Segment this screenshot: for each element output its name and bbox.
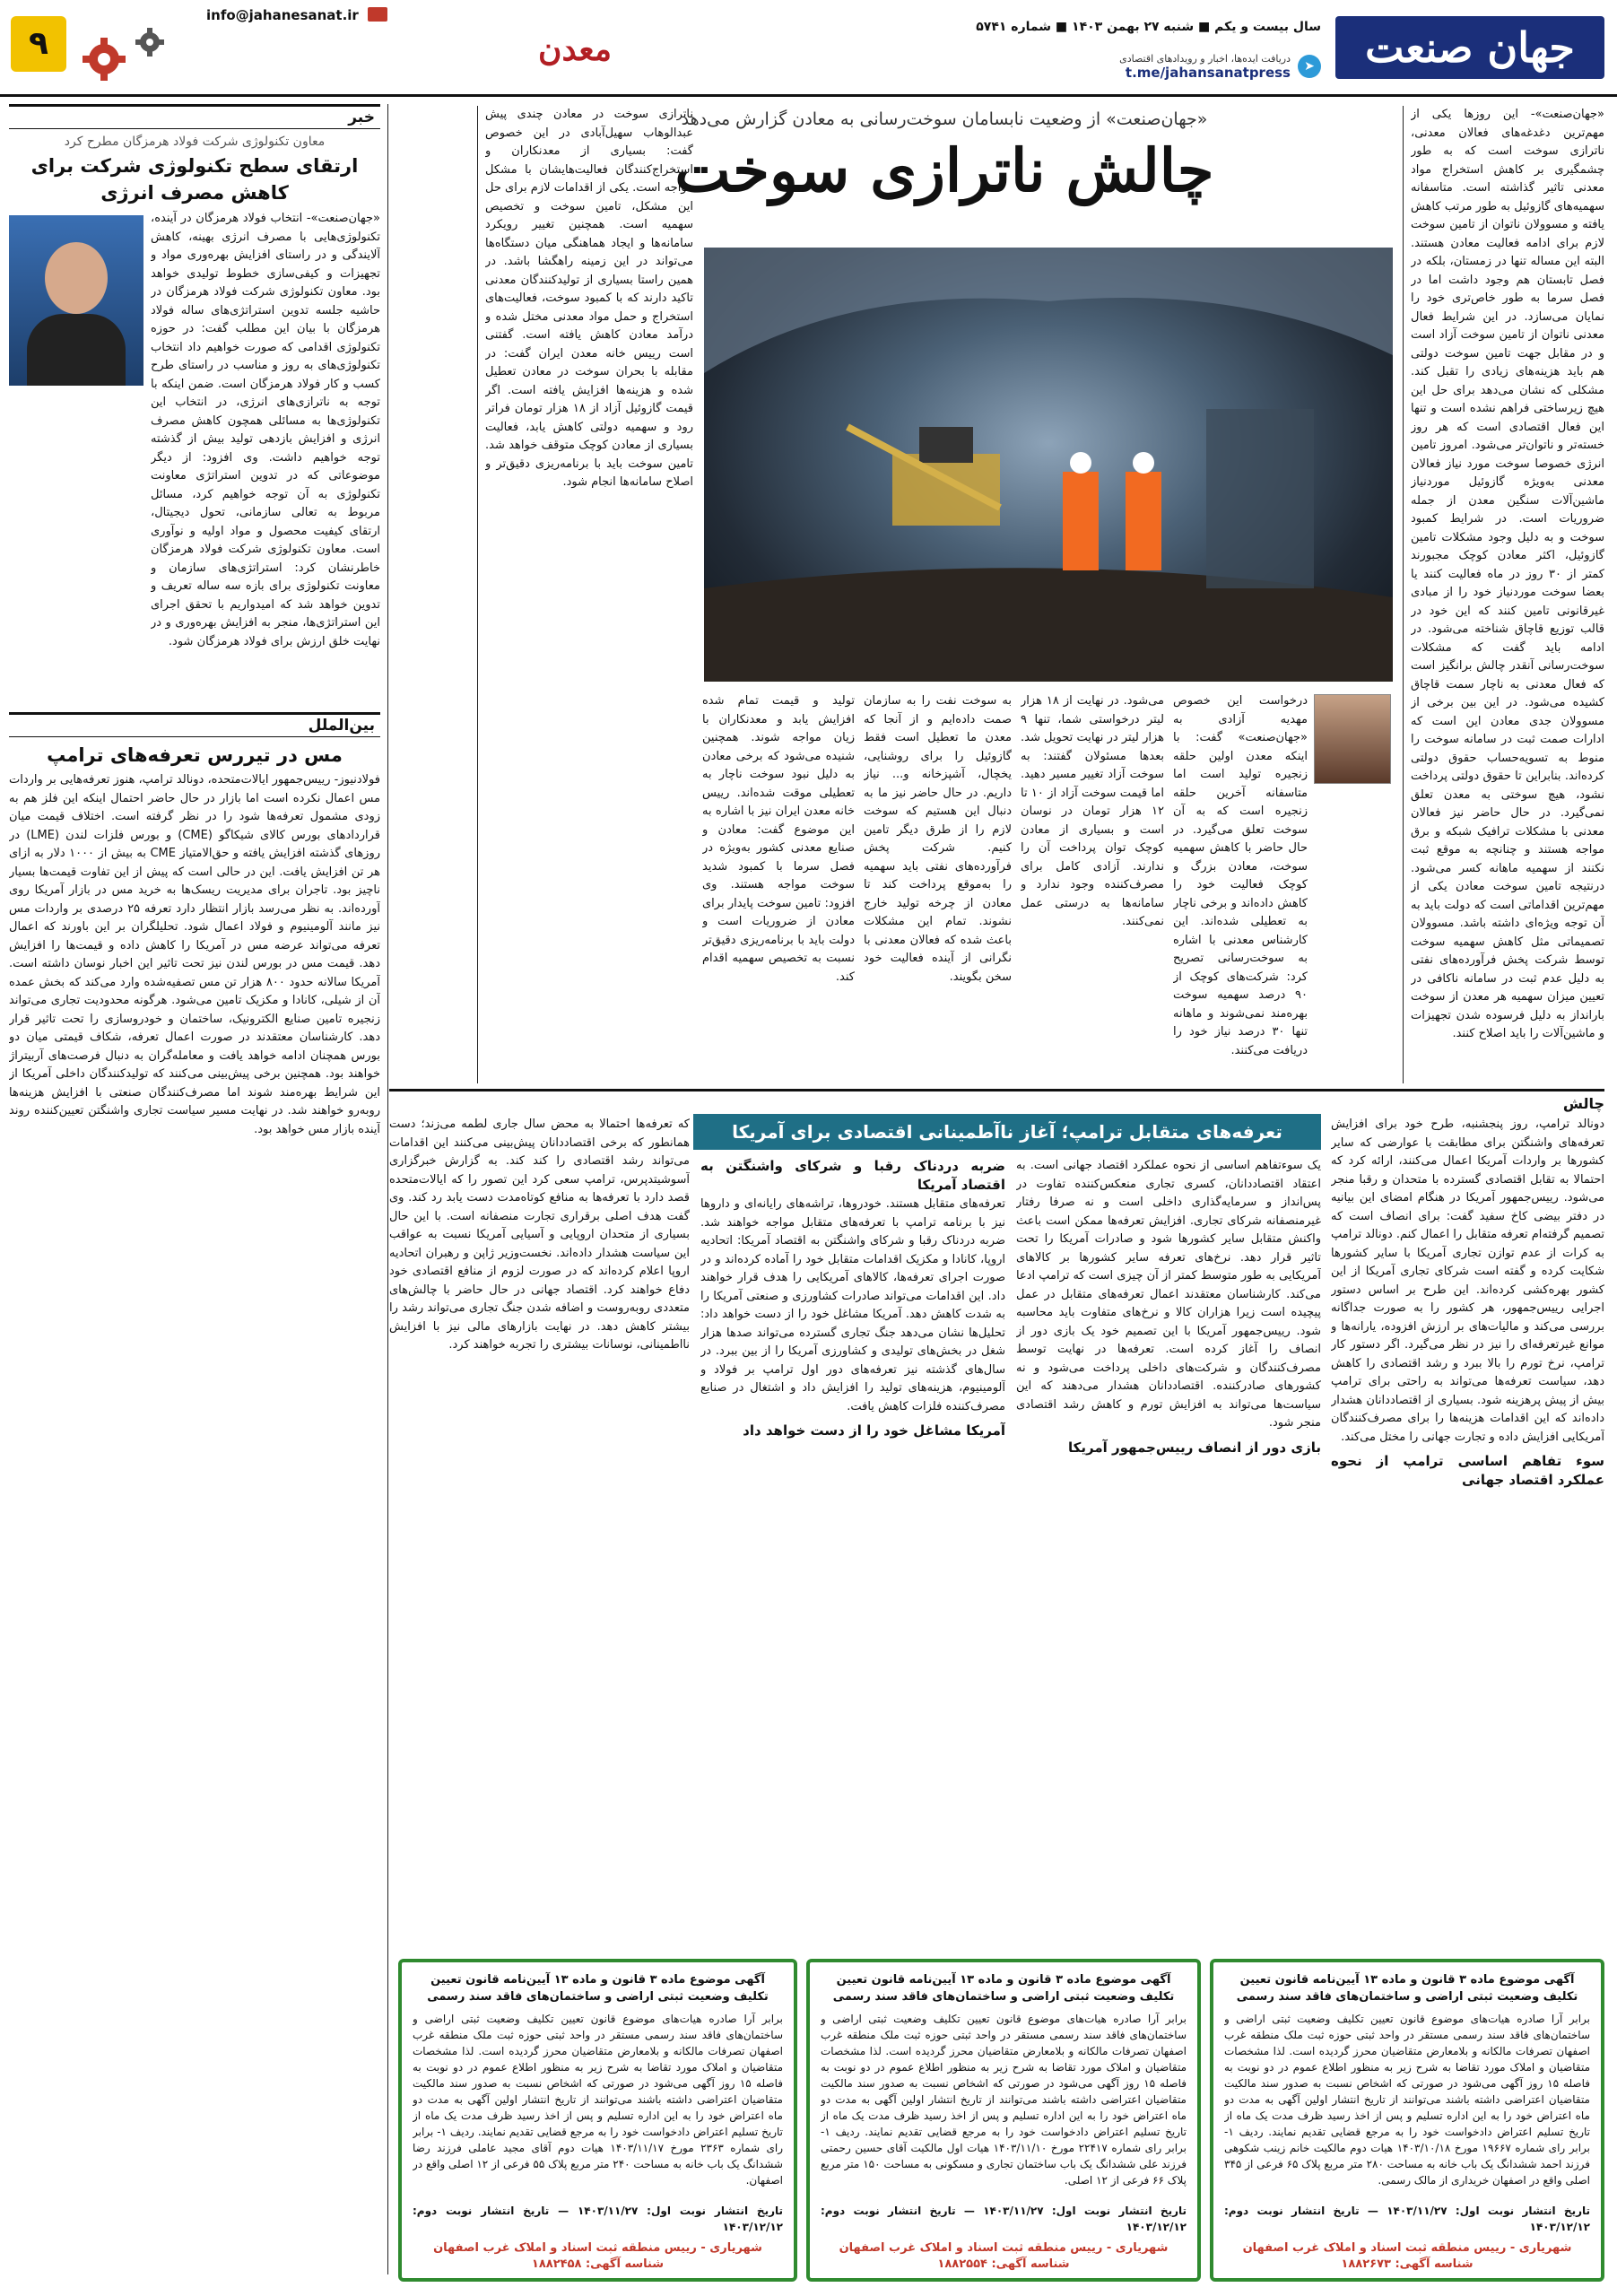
lead-col-2: [1021, 692, 1164, 1083]
intl-body: فولادنیوز- رییس‌جمهور ایالات‌متحده، دونالد ترامپ، هنوز تعرفه‌هایی بر واردات مس اعمال نکرده است اما بازار در حال حاضر احتمال اینکه این فلز هم به زودی مشمول تعرفه‌ها شود را در نظر گرفته است. اختلاف قیمت میان قراردادهای بورس کالای شیکاگو (CME) و بورس فلزات لندن (LME) در روزهای گذشته افزایش یافته و حق‌الامتیاز CME به بیش از ۱۰۰۰ دلار به ازای هر تن افزایش یافت. این در حالی است که پیش از این تفاوت قیمت‌ها بسیار ناچیز بود. تاجران برای مدیریت ریسک‌ها به خرید مس در بازار آمریکا روی آورده‌اند. به نظر می‌رسد بازار انتظار دارد تعرفه ۲۵ درصدی بر واردات مس نیز مانند آلومینیوم و فولاد اعمال شود. تحلیلگران بر این باورند که اعمال تعرفه می‌تواند عرضه مس در آمریکا را کاهش داده و قیمت‌ها را افزایش دهد. قیمت مس در بورس لندن نیز تحت تاثیر این اخبار نوسان داشته است. آمریکا سالانه حدود ۸۰۰ هزار تن مس تصفیه‌شده وارد می‌کند که بخش عمده آن از شیلی، کانادا و مکزیک تامین می‌شود. هرگونه محدودیت تجاری می‌تواند زنجیره تامین صنایع الکترونیک، ساختمان و خودروسازی را تحت تاثیر قرار دهد. کارشناسان معتقدند در صورت اعمال تعرفه، شکاف قیمتی میان دو بورس همچنان ادامه خواهد یافت و معامله‌گران به دنبال فرصت‌های آربیتراژ خواهند بود. همچنین برخی پیش‌بینی می‌کنند که تولیدکنندگان داخلی آمریکا از این شرایط بهره‌مند شوند اما مصرف‌کنندگان صنعتی با افزایش هزینه‌ها روبه‌رو خواهند شد. در نهایت مسیر سیاست تجاری واشنگتن تعیین‌کننده روند آینده بازار مس خواهد بود.: [9, 773, 380, 1136]
ad-title: آگهی موضوع ماده ۳ قانون و ماده ۱۳ آیین‌نامه قانون تعیین تکلیف وضعیت ثبتی اراضی و ساختمان‌های فاقد سند رسمی: [832, 1973, 1175, 2004]
legal-ad-2: [806, 1959, 1201, 2282]
second-col-a-text: دونالد ترامپ، روز پنجشنبه، طرح خود برای افزایش تعرفه‌های واشنگتن برای مطابقت با عوارضی که سایر کشورها بر واردات آمریکا اعمال می‌کنند، ارائه کرد که احتمالا به تقابل اقتصادی گسترده با متحدان و رقبا منجر می‌شود. رییس‌جمهور آمریکا در هنگام امضای این بیانیه در دفتر بیضی کاخ سفید گفت: برای انصاف است که تصمیم گرفته‌ام تعرفه متقابل را اعمال کنم. دونالد ترامپ به کرات از عدم توازن تجاری آمریکا با سایر کشورها شکایت کرده و گفته است شرکای تجاری آمریکا از این کشور بهره‌کشی کرده‌اند. این طرح بر اساس دستور اجرایی رییس‌جمهور، هر کشور را به صورت جداگانه بررسی می‌کند و مالیات‌های بر ارزش افزوده، یارانه‌ها و موانع غیرتعرفه‌ای را نیز در نظر می‌گیرد. اگر دستور کار ترامپ، نرخ تورم را بالا ببرد و رشد اقتصادی را کاهش دهد، سیاست تعرفه‌ها می‌تواند به راحتی برای ترامپ بیش از پیش پرهزینه شود. بسیاری از اقتصاددانان هشدار داده‌اند که این اقدامات هزینه‌ها را برای مصرف‌کنندگان آمریکایی افزایش داده و تجارت جهانی را مختل می‌کند.: [1331, 1118, 1604, 1444]
telegram-link[interactable]: t.me/jahansanatpress: [1125, 64, 1291, 81]
second-col-b-text: یک سوء‌تفاهم اساسی از نحوه عملکرد اقتصاد جهانی است. به اعتقاد اقتصاددانان، کسری تجاری منعکس‌کننده تفاوت در پس‌انداز و سرمایه‌گذاری داخلی است و نه صرفا رفتار غیرمنصفانه شرکای تجاری. افزایش تعرفه‌ها ممکن است باعث واکنش متقابل سایر کشورها شود و صادرات آمریکا را تحت تاثیر قرار دهد. نرخ‌های تعرفه سایر کشورها بر کالاهای آمریکایی به طور متوسط کمتر از آن چیزی است که ترامپ ادعا می‌کند. کارشناسان معتقدند اعمال تعرفه‌های متقابل در عمل پیچیده است زیرا هزاران کالا و نرخ‌های متفاوت باید محاسبه شود. رییس‌جمهور آمریکا با این تصمیم خود یک بازی دور از انصاف را آغاز کرده است. تعرفه‌ها در نهایت توسط مصرف‌کنندگان و شرکت‌های داخلی پرداخت می‌شود و نه کشورهای صادرکننده. اقتصاددانان هشدار می‌دهند که این سیاست‌ها می‌تواند به افزایش تورم و کاهش رشد اقتصادی منجر شود.: [1016, 1159, 1321, 1430]
second-sub3: ضربه دردناک رقبا و شرکای واشنگتن به اقتصاد آمریکا: [700, 1158, 1005, 1193]
ad-title: آگهی موضوع ماده ۳ قانون و ماده ۱۳ آیین‌نامه قانون تعیین تکلیف وضعیت ثبتی اراضی و ساختمان‌های فاقد سند رسمی: [427, 1973, 769, 2004]
ad-sign: شهریاری - رییس منطقه ثبت اسناد و املاک غرب اصفهان: [433, 2241, 762, 2255]
second-sub4: آمریکا مشاغل خود را از دست خواهد داد: [743, 1422, 1005, 1439]
khabar-title: ارتقای سطح تکنولوژی شرکت برای کاهش مصرف انرژی: [30, 155, 359, 204]
second-sub1: سوء تفاهم اساسی ترامپ از نحوه عملکرد اقتصاد جهانی: [1331, 1453, 1604, 1488]
lead-col-1-text: درخواست این خصوص مهدیه آزادی به «جهان‌صنعت» گفت: با اینکه معدن اولین حلقه زنجیره تولید است اما متاسفانه آخرین حلقه زنجیره است که به آن سوخت تعلق می‌گیرد. در حال حاضر با کاهش سهمیه سوخت، معادن بزرگ و کوچک فعالیت خود را کاهش داده‌اند و برخی ناچار به تعطیلی شده‌اند. این کارشناس معدنی با اشاره به سوخت‌رسانی تصریح کرد: شرکت‌های کوچک از ۹۰ درصد سهمیه سوخت بهره‌مند نمی‌شوند و ماهانه تنها ۳۰ درصد نیاز خود را دریافت می‌کنند.: [1173, 694, 1308, 1057]
legal-ad-1: [1210, 1959, 1604, 2282]
ad-title: آگهی موضوع ماده ۳ قانون و ماده ۱۳ آیین‌نامه قانون تعیین تکلیف وضعیت ثبتی اراضی و ساختمان‌های فاقد سند رسمی: [1236, 1973, 1578, 2004]
second-col-d: [389, 1116, 690, 1950]
lead-col-3-text: به سوخت نفت را به سازمان صمت داده‌ایم و از آنجا که معدن ما تعطیل است فقط گازوئیل را برای روشنایی، یخچال، آشپزخانه و... نیاز داریم. در حال حاضر نیز ما به دنبال این هستیم که سوخت لازم را از طرق دیگر تامین کنیم. شرکت پخش فرآورده‌های نفتی باید سهمیه را به‌موقع پرداخت کند تا معادن از چرخه تولید خارج نشوند. تمام این مشکلات باعث شده که فعالان معدنی با نگرانی از آینده فعالیت خود سخن بگویند.: [864, 694, 1012, 984]
mail-icon: [368, 7, 387, 22]
lead-column-right: [1411, 106, 1604, 1083]
second-section-bar: [389, 1089, 1604, 1116]
issue-line: سال بیست و یکم ■ شنبه ۲۷ بهمن ۱۴۰۳ ■ شماره ۵۷۴۱: [976, 20, 1321, 34]
legal-ad-3: [398, 1959, 797, 2282]
lead-col-4-text: تولید و قیمت تمام شده افزایش یابد و معدنکاران با زیان مواجه شوند. همچنین شنیده می‌شود که برخی معادن به دلیل نبود سوخت ناچار به تعطیلی موقت شده‌اند. رییس خانه معدن ایران نیز با اشاره به این موضوع گفت: معادن و صنایع معدنی کشور به‌ویژه در فصل سرما با کمبود شدید سوخت مواجه هستند. وی افزود: تامین سوخت پایدار برای معادن از ضروریات است و دولت باید با برنامه‌ریزی دقیق‌تر نسبت به تخصیص سهمیه اقدام کند.: [702, 694, 855, 984]
second-col-c-text: تعرفه‌های متقابل هستند. خودروها، تراشه‌های رایانه‌ای و داروها نیز با برنامه ترامپ با تعرفه‌های متقابل مواجه خواهند شد. ضربه دردناک رقبا و شرکای واشنگتن به اقتصاد آمریکا: اتحادیه اروپا، کانادا و مکزیک اقدامات متقابل خود را آماده کرده‌اند و در صورت اجرای تعرفه‌ها، کالاهای آمریکایی را هدف قرار خواهند داد. این اقدامات می‌تواند صادرات کشاورزی و صنعتی آمریکا را به شدت کاهش دهد. آمریکا مشاغل خود را از دست خواهد داد: تحلیل‌ها نشان می‌دهد جنگ تجاری گسترده می‌تواند صدها هزار شغل در بخش‌های تولیدی و کشاورزی آمریکا را از بین ببرد. در سال‌های گذشته نیز تعرفه‌های دور اول ترامپ بر فولاد و آلومینیوم، هزینه‌های تولید را افزایش داد و اشتغال در صنایع مصرف‌کننده فلزات کاهش یافت.: [700, 1197, 1005, 1413]
lead-kicker: «جهان‌صنعت» از وضعیت نابسامان سوخت‌رسانی به معادن گزارش می‌دهد: [681, 109, 1208, 129]
ad-body: برابر آرا صادره هیات‌های موضوع قانون تعیین تکلیف وضعیت ثبتی اراضی و ساختمان‌های فاقد سند رسمی مستقر در واحد ثبتی حوزه ثبت ملک منطقه غرب اصفهان تصرفات مالکانه و بلامعارض متقاضیان محرز گردیده است. لذا مشخصات متقاضیان و املاک مورد تقاضا به شرح زیر به منظور اطلاع عموم در دو نوبت به فاصله ۱۵ روز آگهی می‌شود در صورتی که اشخاص نسبت به صدور سند مالکیت متقاضیان اعتراضی داشته باشند می‌توانند از تاریخ انتشار اولین آگهی به مدت دو ماه اعتراض خود را به این اداره تسلیم و پس از اخذ رسید ظرف مدت یک ماه از تاریخ تسلیم اعتراض دادخواست خود را به مرجع قضایی تقدیم نمایند. ردیف ۱- برابر رای شماره ۱۹۶۶۷ مورخ ۱۴۰۳/۱۰/۱۸ هیات دوم مالکیت خانم زینب شکوهی فرزند احمد ششدانگ یک باب خانه به مساحت ۲۸۰ متر مربع پلاک ۶۵ فرعی از ۳۴۵ اصلی واقع در اصفهان خریداری از مالک رسمی.: [1224, 2013, 1590, 2187]
ad-sign: شهریاری - رییس منطقه ثبت اسناد و املاک غرب اصفهان: [1242, 2241, 1572, 2255]
ad-code: شناسه آگهی: ۱۸۸۲۵۵۴: [937, 2257, 1070, 2271]
ad-body: برابر آرا صادره هیات‌های موضوع قانون تعیین تکلیف وضعیت ثبتی اراضی و ساختمان‌های فاقد سند رسمی مستقر در واحد ثبتی حوزه ثبت ملک منطقه غرب اصفهان تصرفات مالکانه و بلامعارض متقاضیان محرز گردیده است. لذا مشخصات متقاضیان و املاک مورد تقاضا به شرح زیر به منظور اطلاع عموم در دو نوبت به فاصله ۱۵ روز آگهی می‌شود در صورتی که اشخاص نسبت به صدور سند مالکیت متقاضیان اعتراضی داشته باشند می‌توانند از تاریخ انتشار اولین آگهی به مدت دو ماه اعتراض خود را به این اداره تسلیم و پس از اخذ رسید ظرف مدت یک ماه از تاریخ تسلیم اعتراض دادخواست خود را به مرجع قضایی تقدیم نمایند. ردیف ۱- برابر رای شماره ۲۳۶۳ مورخ ۱۴۰۳/۱۱/۱۷ هیات دوم آقای مجید عاملی فرزند رضا ششدانگ یک باب خانه به مساحت ۲۴۰ متر مربع پلاک ۵۵ فرعی از ۱۲ اصلی واقع در اصفهان.: [413, 2013, 783, 2187]
second-col-a: [1331, 1116, 1604, 1950]
sidebar: [9, 104, 380, 2274]
lead-col-2-text: می‌شود. در نهایت از ۱۸ هزار لیتر درخواستی شما، تنها ۹ هزار لیتر در نهایت تحویل شد. بعدها مسئولان گفتند: به سوخت آزاد تغییر مسیر دهید. اما قیمت سوخت آزاد از ۱۰ تا ۱۲ هزار تومان در نوسان است و بسیاری از معادن کوچک توان پرداخت آن را ندارند. آزادی کامل برای مصرف‌کننده وجود ندارد و سامانه‌ها به درستی عمل نمی‌کنند.: [1021, 694, 1164, 928]
photo-left-text: ناترازی سوخت در معادن چندی پیش عبدالوهاب سهیل‌آبادی در این خصوص گفت: بسیاری از معدنکاران و استخراج‌کنندگان فعالیت‌هایشان با مشکل مواجه است. یکی از اقدامات لازم برای حل این مشکل، تامین سوخت و تخصیص سهمیه است. همچنین تغییر رویکرد سامانه‌ها و ایجاد هماهنگی میان دستگاه‌ها می‌تواند در این زمینه راهگشا باشد. در همین راستا بسیاری از تولیدکنندگان معدنی تاکید دارند که با کمبود سوخت، فعالیت‌های استخراج و حمل مواد معدنی مختل شده و درآمد معادن کاهش یافته است. گفتنی است رییس خانه معدن ایران گفت: در مقابله با بحران سوخت در معادن تعطیل شده و هزینه‌ها افزایش یافته است. اگر قیمت گازوئیل آزاد از ۱۸ هزار تومان فراتر رود و سهمیه دولتی کاهش یابد، فعالیت بسیاری از معادن کوچک متوقف خواهد شد. تامین سوخت باید با برنامه‌ریزی دقیق‌تر و اصلاح سامانه‌ها انجام شود.: [485, 108, 693, 489]
ad-dates: تاریخ انتشار نوبت اول: ۱۴۰۳/۱۱/۲۷ — تاریخ انتشار نوبت دوم: ۱۴۰۳/۱۲/۱۲: [821, 2205, 1187, 2233]
gear-icon-small: [135, 27, 165, 57]
column-divider: [387, 104, 388, 2274]
masthead: [0, 0, 1617, 97]
second-col-d-text: که تعرفه‌ها احتمالا به محض سال جاری لطمه می‌زند؛ دست همانطور که برخی اقتصاددانان پیش‌بینی می‌کنند این اقدامات می‌تواند رشد اقتصادی را کند کند. به گزارش خبرگزاری آسوشیتدپرس، ترامپ سعی کرد این تصور را که ایالات‌متحده قصد دارد با تعرفه‌ها به منافع کوتاه‌مدت دست یابد رد کند. وی گفت هدف اصلی برقراری تجارت منصفانه است. با این حال بسیاری از متحدان اروپایی و آسیایی آمریکا نسبت به عواقب این سیاست هشدار داده‌اند. نخست‌وزیر ژاپن و رهبران اتحادیه اروپا اعلام کرده‌اند که در صورت لزوم از منافع اقتصادی خود دفاع خواهند کرد. اقتصاد جهانی در حال حاضر با چالش‌های متعددی روبه‌روست و اضافه شدن جنگ تجاری می‌تواند رشد را بیشتر کاهش دهد. در نهایت بازارهای مالی نیز با افزایش نااطمینانی، نوسانات بیشتری را تجربه خواهند کرد.: [389, 1118, 690, 1352]
khabar-photo: [9, 215, 143, 386]
telegram-caption: دریافت ایده‌ها، اخبار و رویدادهای اقتصادی: [1119, 52, 1291, 65]
lead-col-3: [864, 692, 1012, 1083]
lead-col-4: [702, 692, 855, 1083]
intl-header: [9, 712, 380, 737]
ad-code: شناسه آگهی: ۱۸۸۲۴۵۸: [531, 2257, 665, 2271]
telegram-icon: ➤: [1298, 55, 1321, 78]
author-photo: [1314, 694, 1391, 784]
ad-body: برابر آرا صادره هیات‌های موضوع قانون تعیین تکلیف وضعیت ثبتی اراضی و ساختمان‌های فاقد سند رسمی مستقر در واحد ثبتی حوزه ثبت ملک منطقه غرب اصفهان تصرفات مالکانه و بلامعارض متقاضیان محرز گردیده است. لذا مشخصات متقاضیان و املاک مورد تقاضا به شرح زیر به منظور اطلاع عموم در دو نوبت به فاصله ۱۵ روز آگهی می‌شود در صورتی که اشخاص نسبت به صدور سند مالکیت متقاضیان اعتراضی داشته باشند می‌توانند از تاریخ انتشار اولین آگهی به مدت دو ماه اعتراض خود را به این اداره تسلیم و پس از اخذ رسید ظرف مدت یک ماه از تاریخ تسلیم اعتراض دادخواست خود را به مرجع قضایی تقدیم نمایند. ردیف ۱- برابر رای شماره ۲۲۴۱۷ مورخ ۱۴۰۳/۱۱/۱۰ هیات اول مالکیت آقای حسین رحمتی فرزند علی ششدانگ یک باب ساختمان تجاری و مسکونی به مساحت ۱۵۰ متر مربع پلاک ۶۶ فرعی از ۱۲ اصلی.: [821, 2013, 1187, 2187]
ad-code: شناسه آگهی: ۱۸۸۲۶۷۳: [1341, 2257, 1474, 2271]
second-sub2: بازی دور از انصاف رییس‌جمهور آمریکا: [1068, 1439, 1321, 1456]
column-divider: [477, 106, 478, 1083]
ad-dates: تاریخ انتشار نوبت اول: ۱۴۰۳/۱۱/۲۷ — تاریخ انتشار نوبت دوم: ۱۴۰۳/۱۲/۱۲: [413, 2205, 783, 2233]
intl-label: بین‌الملل: [308, 717, 375, 735]
intl-title: مس در تیررس تعرفه‌های ترامپ: [47, 744, 343, 766]
telegram-block[interactable]: [1034, 48, 1321, 84]
page-number: ۹: [11, 16, 66, 72]
mining-photo: [704, 248, 1393, 682]
second-title: تعرفه‌های متقابل ترامپ؛ آغاز ناآطمینانی اقتصادی برای آمریکا: [693, 1114, 1321, 1150]
khabar-header: [9, 104, 380, 129]
lead-col-right-text: «جهان‌صنعت»- این روزها یکی از مهم‌ترین دغدغه‌های فعالان معدنی، ناترازی سوخت است که به طور چشمگیری بر کاهش استخراج مواد معدنی تاثیر گذاشته است. متاسفانه سهمیه‌های گازوئیل به طور مرتب کاهش یافته و مسوولان ناتوان از تامین سوخت لازم برای ادامه فعالیت معادن هستند. البته این مساله تنها در زمستان، بلکه در فصل تابستان هم وجود داشت اما در فصل سرما به طور خاص‌تری خود را نمایان می‌سازد. در این شرایط فعال معدنی ناتوان از تامین سوخت آزاد است و در مقابل جهت تامین سوخت دولتی هم باید هزینه‌های زیادی را تقبل کند. مشکلی که نشان می‌دهد برای حل این هیچ زیرساختی فراهم نشده است و تنها این فعال اقتصادی است که هر روز خسته‌تر و ناتوان‌تر می‌شود. امروز تامین انرژی خصوصا سوخت مورد نیاز فعالان معدنی به‌ویژه گازوئیل موردنیاز ماشین‌آلات سنگین معدن از جمله ضروریات است. در شرایط کمبود سوخت و به دلیل وجود مشکلات تامین گازوئیل، اکثر معادن کوچک مجبورند کمتر از ۳۰ روز در ماه فعالیت کنند یا بعضا سوخت موردنیاز خود را از مبادی غیرقانونی تامین کنند که این خود در قالب توزیع قاچاق شناخته می‌شود. در ادامه باید گفت که مشکلات سوخت‌رسانی آنقدر چالش برانگیز است که فعال معدنی به ناچار سمت قاچاق کشیده می‌شود. در این بین برخی از مسوولان جدی معادن این است که ادارات صمت ثبت در سامانه سوخت را منوط به تسویه‌حساب حقوق دولتی کرده‌اند. بنابراین تا حقوق دولتی پرداخت نشود، هیچ سوختی به معدن تعلق نمی‌گیرد. در حال حاضر نیز فعالان معدنی با مشکلات ترافیک شبکه و برق مواجه هستند و چنانچه به موقع ثبت نکنند از سهمیه ماهانه کسر می‌شود. درنتیجه تامین سوخت معادن یکی از مهم‌ترین اقداماتی است که دولت باید به آن توجه ویژه‌ای داشته باشد. مسوولان تصمیماتی مثل کاهش سهمیه سوخت توسط شرکت پخش فرآورده‌های نفتی به دلیل عدم ثبت در سامانه ناکافی در تعیین میزان سهمیه هر معدن از سوخت بارانداز به دلیل فرسوده شدن تجهیزات و ماشین‌آلات را باید اصلاح کنند.: [1411, 108, 1604, 1040]
ad-dates: تاریخ انتشار نوبت اول: ۱۴۰۳/۱۱/۲۷ — تاریخ انتشار نوبت دوم: ۱۴۰۳/۱۲/۱۲: [1224, 2205, 1590, 2233]
second-col-c: [700, 1157, 1005, 1950]
email[interactable]: info@jahanesanat.ir: [206, 7, 359, 23]
khabar-body: «جهان‌صنعت»- انتخاب فولاد هرمزگان در آینده، تکنولوژی‌هایی با مصرف انرژی بهینه، کاهش آلایندگی و در راستای افزایش بهره‌وری مواد و تجهیزات و کیفی‌سازی خطوط تولیدی خواهد بود. معاون تکنولوژی شرکت فولاد هرمزگان در حاشیه جلسه تدوین استراتژی‌های ساله فولاد هرمزگان با بیان این مطلب گفت: در حوزه تکنولوژی اقدامی که صورت خواهیم داد انتخاب تکنولوژی‌های به روز و مناسب در راستای طرح کسب و کار فولاد هرمزگان است. ضمن اینکه با توجه به ناترازی‌های انرژی، در انتخاب این تکنولوژی‌ها به مسائلی همچون کاهش مصرف انرژی و افزایش بازدهی تولید بیش از گذشته توجه خواهیم داشت. وی افزود: از دیگر موضوعاتی که در تدوین استراتژی معاونت تکنولوژی به آن توجه خواهیم کرد، مسائل مربوط به تعالی سازمانی، تحول دیجیتال، ارتقای کیفیت محصول و مواد اولیه و نوآوری است. معاون تکنولوژی شرکت فولاد هرمزگان خاطرنشان کرد: استراتژی‌های سازمان و معاونت تکنولوژی برای بازه سه ساله تعریف و تدوین خواهد شد که امیدواریم با تحقق اجرای این استراتژی‌ها، منجر به افزایش بهره‌وری و در نهایت خلق ارزش برای فولاد هرمزگان شود.: [151, 212, 380, 648]
second-col-b: [1016, 1157, 1321, 1950]
lead-column-photo-left: [485, 106, 693, 1083]
khabar-kicker: معاون تکنولوژی شرکت فولاد هرمزگان مطرح کرد: [64, 135, 326, 149]
lead-col-1: [1173, 692, 1308, 1083]
lead-title: چالش ناترازی سوخت: [674, 135, 1214, 205]
gear-icon: [81, 36, 127, 83]
section-title: معدن: [538, 30, 612, 68]
khabar-label: خبر: [348, 109, 375, 126]
column-divider: [1403, 106, 1404, 1083]
ad-sign: شهریاری - رییس منطقه ثبت اسناد و املاک غرب اصفهان: [839, 2241, 1169, 2255]
logo: جهان صنعت: [1335, 16, 1604, 79]
second-section-label: چالش: [1562, 1095, 1604, 1112]
